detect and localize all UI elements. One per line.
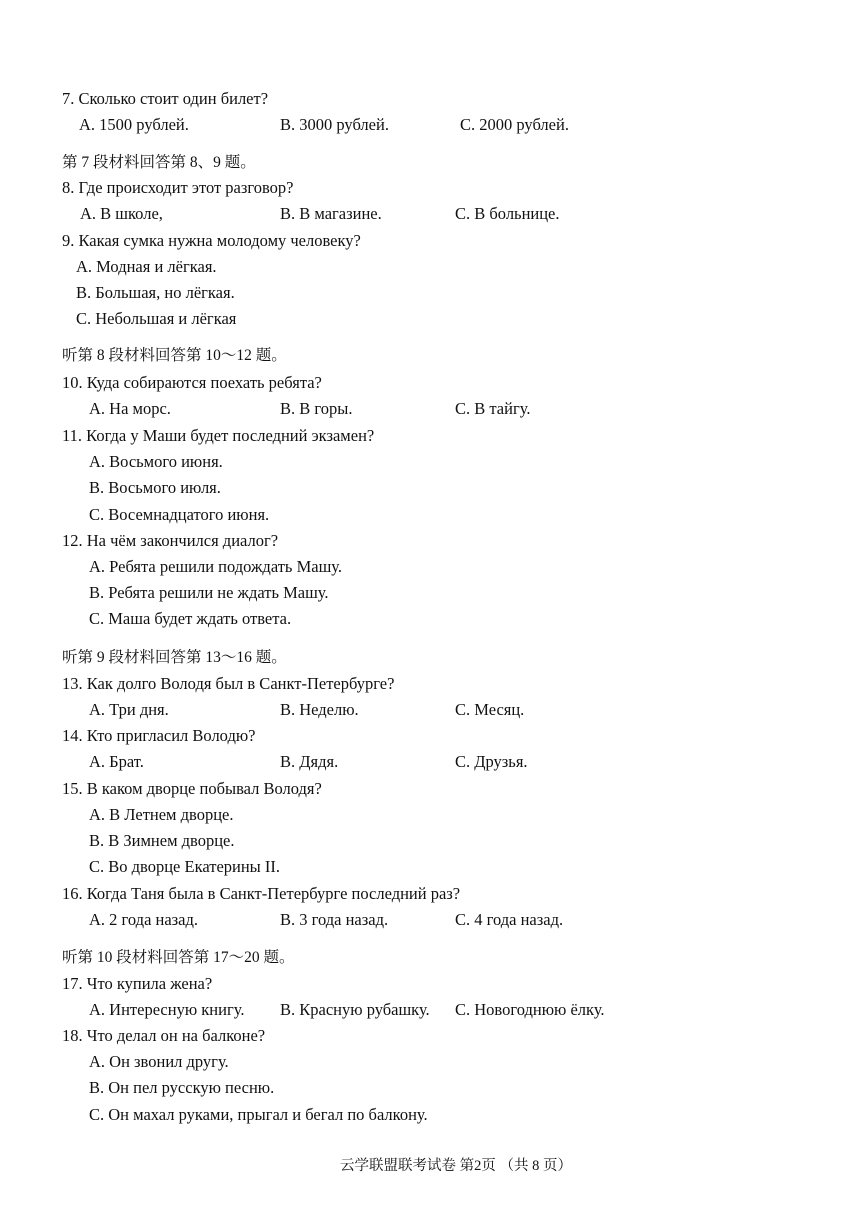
q14-option-b: B. Дядя. xyxy=(280,752,339,771)
q17-option-a: A. Интересную книгу. xyxy=(89,1000,245,1019)
q10-option-c: C. В тайгу. xyxy=(455,399,531,418)
q16-option-a: A. 2 года назад. xyxy=(89,910,199,929)
q17-option-b: B. Красную рубашку. xyxy=(280,1000,430,1019)
question-9: 9. Какая сумка нужна молодому человеку? xyxy=(62,231,361,250)
question-11: 11. Когда у Маши будет последний экзамен? xyxy=(62,426,375,445)
section-7-instruction: 第 7 段材料回答第 8、9 题。 xyxy=(62,154,256,171)
q10-option-a: A. На морс. xyxy=(89,399,171,418)
q18-option-a: A. Он звонил другу. xyxy=(89,1052,229,1071)
question-14: 14. Кто пригласил Володю? xyxy=(62,726,256,745)
q18-option-c: C. Он махал руками, прыгал и бегал по балкону. xyxy=(89,1105,428,1124)
q12-option-b: B. Ребята решили не ждать Машу. xyxy=(89,583,329,602)
q15-option-b: B. В Зимнем дворце. xyxy=(89,831,235,850)
question-13: 13. Как долго Володя был в Санкт-Петербурге? xyxy=(62,674,395,693)
q13-option-b: B. Неделю. xyxy=(280,700,359,719)
q7-option-a: A. 1500 рублей. xyxy=(79,115,189,134)
page-footer: 云学联盟联考试卷 第2页 （共 8 页） xyxy=(340,1158,572,1174)
q13-option-a: A. Три дня. xyxy=(89,700,169,719)
question-16: 16. Когда Таня была в Санкт-Петербурге последний раз? xyxy=(62,884,461,903)
question-7: 7. Сколько стоит один билет? xyxy=(62,89,269,108)
q15-option-c: C. Во дворце Екатерины II. xyxy=(89,857,280,876)
question-12: 12. На чём закончился диалог? xyxy=(62,531,279,550)
q12-option-a: A. Ребята решили подождать Машу. xyxy=(89,557,342,576)
q8-option-b: B. В магазине. xyxy=(280,204,382,223)
section-9-instruction: 听第 9 段材料回答第 13～16 题。 xyxy=(62,649,287,666)
q14-option-c: C. Друзья. xyxy=(455,752,528,771)
q9-option-c: C. Небольшая и лёгкая xyxy=(76,309,237,328)
section-8-instruction: 听第 8 段材料回答第 10～12 题。 xyxy=(62,347,287,364)
question-15: 15. В каком дворце побывал Володя? xyxy=(62,779,322,798)
question-8: 8. Где происходит этот разговор? xyxy=(62,178,294,197)
section-10-instruction: 听第 10 段材料回答第 17～20 题。 xyxy=(62,949,295,966)
question-10: 10. Куда собираются поехать ребята? xyxy=(62,373,322,392)
q17-option-c: C. Новогоднюю ёлку. xyxy=(455,1000,605,1019)
q7-option-b: B. 3000 рублей. xyxy=(280,115,389,134)
q11-option-b: B. Восьмого июля. xyxy=(89,478,221,497)
q18-option-b: B. Он пел русскую песню. xyxy=(89,1078,275,1097)
q15-option-a: A. В Летнем дворце. xyxy=(89,805,234,824)
q9-option-a: A. Модная и лёгкая. xyxy=(76,257,217,276)
q16-option-c: C. 4 года назад. xyxy=(455,910,564,929)
q8-option-c: C. В больнице. xyxy=(455,204,560,223)
q8-option-a: A. В школе, xyxy=(80,204,163,223)
q14-option-a: A. Брат. xyxy=(89,752,144,771)
q11-option-a: A. Восьмого июня. xyxy=(89,452,223,471)
q9-option-b: B. Большая, но лёгкая. xyxy=(76,283,235,302)
q7-option-c: C. 2000 рублей. xyxy=(460,115,569,134)
question-18: 18. Что делал он на балконе? xyxy=(62,1026,266,1045)
q16-option-b: B. 3 года назад. xyxy=(280,910,389,929)
q11-option-c: C. Восемнадцатого июня. xyxy=(89,505,270,524)
q13-option-c: C. Месяц. xyxy=(455,700,525,719)
question-17: 17. Что купила жена? xyxy=(62,974,213,993)
q10-option-b: B. В горы. xyxy=(280,399,353,418)
q12-option-c: C. Маша будет ждать ответа. xyxy=(89,609,292,628)
